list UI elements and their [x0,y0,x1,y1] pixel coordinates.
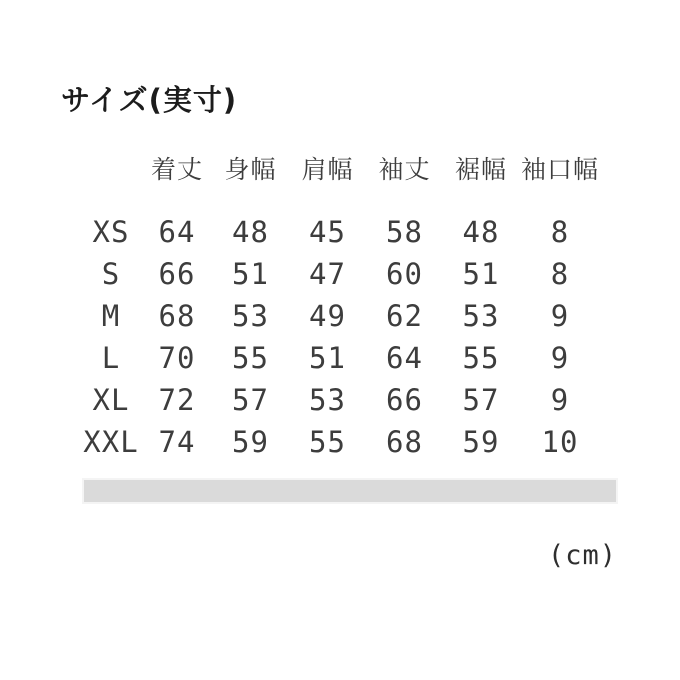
measurement-value: 47 [309,257,346,291]
table-row [80,379,601,421]
measurement-value: 57 [232,383,269,417]
size-table-header [80,149,601,211]
measurement-value: 10 [541,425,579,459]
page-title: サイズ(実寸) [61,83,238,117]
size-label: XS [92,215,130,249]
measurement-value: 48 [232,215,269,249]
size-label: M [101,299,121,333]
measurement-value: 53 [232,299,269,333]
table-row [80,295,601,337]
measurement-value: 64 [386,341,423,375]
unit-label: (cm) [548,540,618,571]
column-header-hem-width: 裾幅 [454,155,507,184]
measurement-value: 70 [158,341,196,375]
measurement-value: 49 [309,299,346,333]
table-row [80,211,601,253]
column-header-shoulder-width: 肩幅 [301,155,354,184]
measurement-value: 9 [550,299,570,333]
measurement-value: 62 [386,299,423,333]
measurement-value: 74 [158,425,196,459]
measurement-value: 55 [462,341,500,375]
measurement-value: 53 [462,299,500,333]
table-row [80,253,601,295]
size-label: L [101,341,121,375]
measurement-value: 64 [158,215,196,249]
column-header-body-length: 着丈 [150,155,203,184]
corner-cell [80,149,142,211]
measurement-value: 57 [462,383,500,417]
size-label: XXL [83,425,139,459]
measurement-value: 8 [550,215,570,249]
horizontal-scrollbar[interactable] [84,480,616,502]
measurement-value: 68 [158,299,196,333]
measurement-value: 48 [462,215,500,249]
header-row [80,149,601,211]
measurement-value: 66 [158,257,196,291]
table-row [80,337,601,379]
measurement-value: 9 [550,341,570,375]
measurement-value: 8 [550,257,570,291]
measurement-value: 59 [462,425,500,459]
measurement-value: 9 [550,383,570,417]
measurement-value: 66 [386,383,423,417]
measurement-value: 59 [232,425,269,459]
measurement-value: 68 [386,425,423,459]
measurement-value: 55 [232,341,269,375]
size-label: S [101,257,121,291]
column-header-sleeve-length: 袖丈 [378,155,431,184]
measurement-value: 51 [462,257,500,291]
measurement-value: 58 [386,215,423,249]
size-table-body [80,211,601,463]
measurement-value: 45 [309,215,346,249]
measurement-value: 60 [386,257,423,291]
measurement-value: 53 [309,383,346,417]
measurement-value: 72 [158,383,196,417]
measurement-value: 51 [309,341,346,375]
column-header-cuff-width: 袖口幅 [520,155,599,184]
column-header-body-width: 身幅 [224,155,277,184]
measurement-value: 55 [309,425,346,459]
size-label: XL [92,383,130,417]
measurement-value: 51 [232,257,269,291]
table-row [80,421,601,463]
size-table [80,149,601,463]
